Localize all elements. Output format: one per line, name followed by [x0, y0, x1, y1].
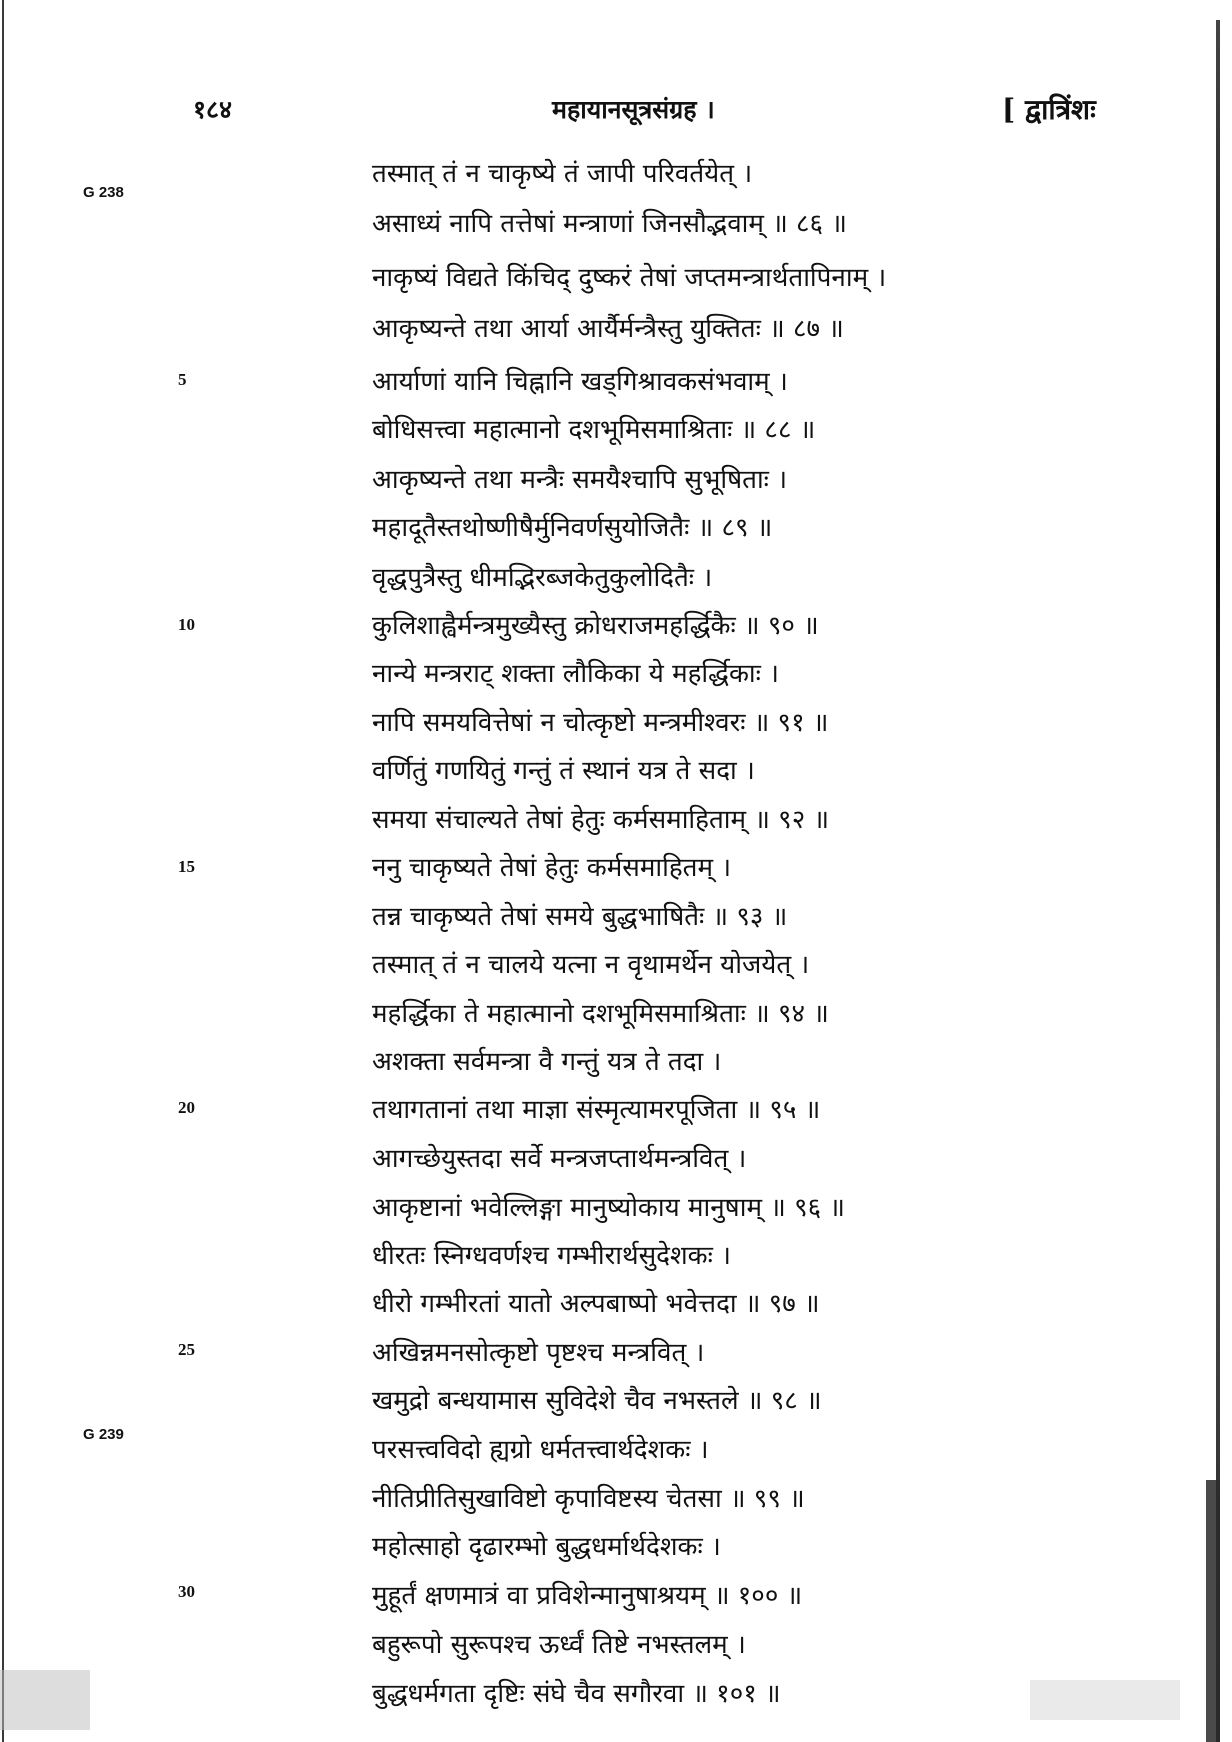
margin-reference: G 238: [83, 184, 124, 201]
verse-line: धीरतः स्निग्धवर्णश्च गम्भीरार्थसुदेशकः ।: [372, 1241, 731, 1271]
verse-line: महर्द्धिका ते महात्मानो दशभूमिसमाश्रिताः ॥ ९४ ॥: [372, 999, 829, 1029]
verse-line: समया संचाल्यते तेषां हेतुः कर्मसमाहिताम् ॥ ९२ ॥: [372, 805, 830, 835]
verse-line: असाध्यं नापि तत्तेषां मन्त्राणां जिनसौद्भवाम् ॥ ८६ ॥: [372, 209, 847, 239]
line-number: 25: [178, 1340, 195, 1359]
scan-noise: [0, 1670, 90, 1730]
verse-line: कुलिशाह्वैर्मन्त्रमुख्यैस्तु क्रोधराजमहर्द्धिकैः ॥ ९० ॥: [372, 611, 819, 641]
verse-line: तन्न चाकृष्यते तेषां समये बुद्धभाषितैः ॥ ९३ ॥: [372, 902, 788, 932]
verse-line: अशक्ता सर्वमन्त्रा वै गन्तुं यत्र ते तदा ।: [372, 1047, 722, 1077]
running-header: [0, 92, 1232, 132]
verse-line: आर्याणां यानि चिह्नानि खड्गिश्रावकसंभवाम् ।: [372, 367, 788, 397]
line-number: 10: [178, 615, 195, 634]
section-heading: [ द्वात्रिंशः: [1002, 93, 1096, 126]
line-number: 20: [178, 1098, 195, 1117]
verse-line: आकृष्यन्ते तथा आर्या आर्यैर्मन्त्रैस्तु युक्तितः ॥ ८७ ॥: [372, 314, 844, 344]
scan-noise: [1030, 1680, 1180, 1720]
page-number: १८४: [193, 95, 233, 124]
verse-line: नीतिप्रीतिसुखाविष्टो कृपाविष्टस्य चेतसा ॥ ९९ ॥: [372, 1484, 805, 1514]
verse-line: तथागतानां तथा माज्ञा संस्मृत्यामरपूजिता ॥ ९५ ॥: [372, 1095, 821, 1125]
verse-line: महोत्साहो दृढारम्भो बुद्धधर्मार्थदेशकः ।: [372, 1532, 721, 1562]
margin-reference: G 239: [83, 1426, 124, 1443]
verse-line: परसत्त्वविदो ह्यग्रो धर्मतत्त्वार्थदेशकः ।: [372, 1435, 709, 1465]
line-number: 15: [178, 857, 195, 876]
verse-line: तस्मात् तं न चाकृष्ये तं जापी परिवर्तयेत् ।: [372, 159, 753, 189]
verse-line: बुद्धधर्मगता दृष्टिः संघे चैव सगौरवा ॥ १०१ ॥: [372, 1679, 781, 1709]
line-number: 5: [178, 370, 187, 389]
verse-line: वर्णितुं गणयितुं गन्तुं तं स्थानं यत्र ते सदा ।: [372, 756, 755, 786]
verse-line: नान्ये मन्त्रराट् शक्ता लौकिका ये महर्द्धिकाः ।: [372, 659, 780, 689]
verse-line: आकृष्यन्ते तथा मन्त्रैः समयैश्चापि सुभूषिताः ।: [372, 465, 788, 495]
verse-line: धीरो गम्भीरतां यातो अल्पबाष्पो भवेत्तदा ॥ ९७ ॥: [372, 1289, 820, 1319]
verse-line: मुहूर्तं क्षणमात्रं वा प्रविशेन्मानुषाश्रयम् ॥ १०० ॥: [372, 1581, 803, 1611]
verse-line: वृद्धपुत्रैस्तु धीमद्भिरब्जकेतुकुलोदितैः ।: [372, 563, 713, 593]
verse-line: बहुरूपो सुरूपश्च ऊर्ध्वं तिष्टे नभस्तलम् ।: [372, 1630, 746, 1660]
verse-line: नाकृष्यं विद्यते किंचिद् दुष्करं तेषां जप्तमन्त्रार्थतापिनाम् ।: [372, 263, 887, 293]
binding-shadow: [1206, 1480, 1220, 1742]
verse-line: महादूतैस्तथोष्णीषैर्मुनिवर्णसुयोजितैः ॥ ८९ ॥: [372, 513, 773, 543]
verse-line: ननु चाकृष्यते तेषां हेतुः कर्मसमाहितम् ।: [372, 853, 732, 883]
verse-line: बोधिसत्त्वा महात्मानो दशभूमिसमाश्रिताः ॥ ८८ ॥: [372, 415, 816, 445]
verse-line: आगच्छेयुस्तदा सर्वे मन्त्रजप्तार्थमन्त्रवित् ।: [372, 1144, 747, 1174]
verse-line: आकृष्टानां भवेल्लिङ्गा मानुष्योकाय मानुषाम् ॥ ९६ ॥: [372, 1193, 845, 1223]
line-number: 30: [178, 1582, 195, 1601]
page-left-edge: [2, 0, 4, 1742]
verse-line: नापि समयवित्तेषां न चोत्कृष्टो मन्त्रमीश्वरः ॥ ९१ ॥: [372, 708, 829, 738]
verse-line: अखिन्नमनसोत्कृष्टो पृष्टश्च मन्त्रवित् ।: [372, 1338, 705, 1368]
running-title: महायानसूत्रसंग्रह ।: [552, 95, 715, 124]
verse-line: तस्मात् तं न चालये यत्ना न वृथामर्थेन योजयेत् ।: [372, 950, 810, 980]
verse-line: खमुद्रो बन्धयामास सुविदेशे चैव नभस्तले ॥ ९८ ॥: [372, 1386, 822, 1416]
